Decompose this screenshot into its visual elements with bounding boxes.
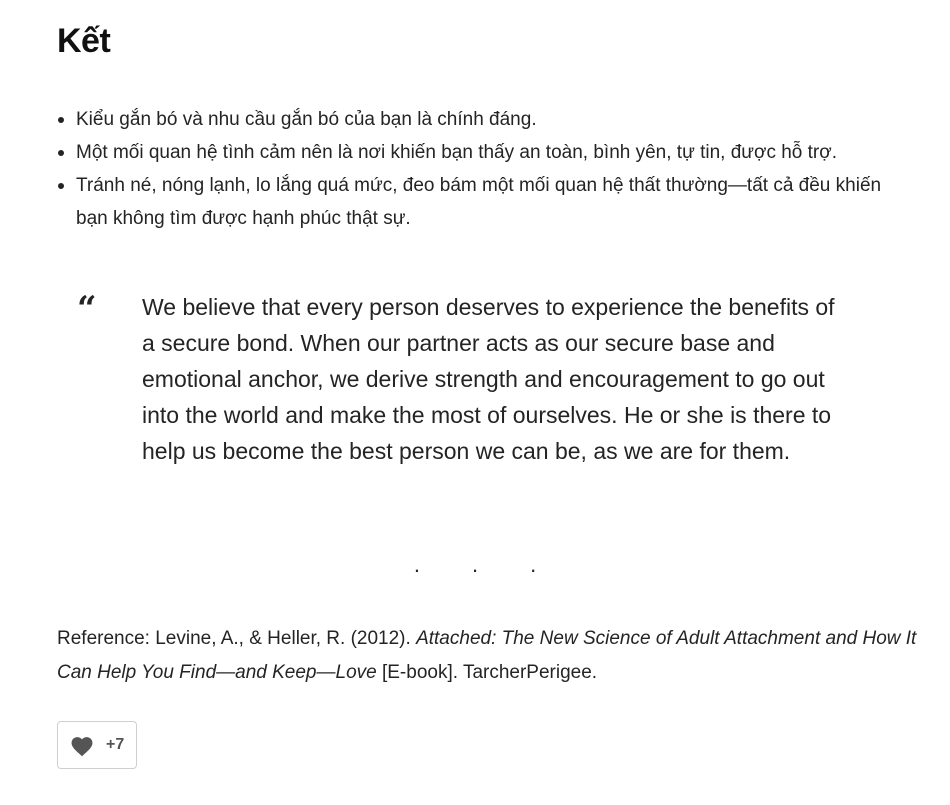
quote-mark-icon: “ [77,289,97,329]
bullet-list [57,103,917,235]
reference-book-title: Attached: The New Science of Adult Attachment and How It Can Help You Find—and Keep—Love [57,628,917,683]
section-separator [0,552,950,578]
separator-dot: . [471,552,479,577]
blockquote: We believe that every person deserves to experience the benefits of a secure bond. When our partner acts as our secure base and emotional anchor, we derive strength and encouragement to go out into the world and make the most of ourselves. He or she is there to help us become the best person we can be, as we are for them. [142,294,835,464]
separator-dot: . [413,552,420,577]
list-item: Kiểu gắn bó và nhu cầu gắn bó của bạn là chính đáng. [57,103,917,136]
reference-citation [57,622,917,690]
reference-prefix: Reference: Levine, A., & Heller, R. (2012). [57,628,417,649]
like-count: +7 [106,736,125,753]
list-item: Một mối quan hệ tình cảm nên là nơi khiến bạn thấy an toàn, bình yên, tự tin, được hỗ trợ. [57,136,917,169]
like-button[interactable] [57,721,137,769]
heart-icon [69,734,95,757]
section-heading: Kết [57,22,111,60]
reference-suffix: [E-book]. TarcherPerigee. [376,662,598,683]
list-item: Tránh né, nóng lạnh, lo lắng quá mức, đeo bám một mối quan hệ thất thường—tất cả đều khiến bạn không tìm được hạnh phúc thật sự. [57,169,917,235]
separator-dot: . [530,552,537,577]
